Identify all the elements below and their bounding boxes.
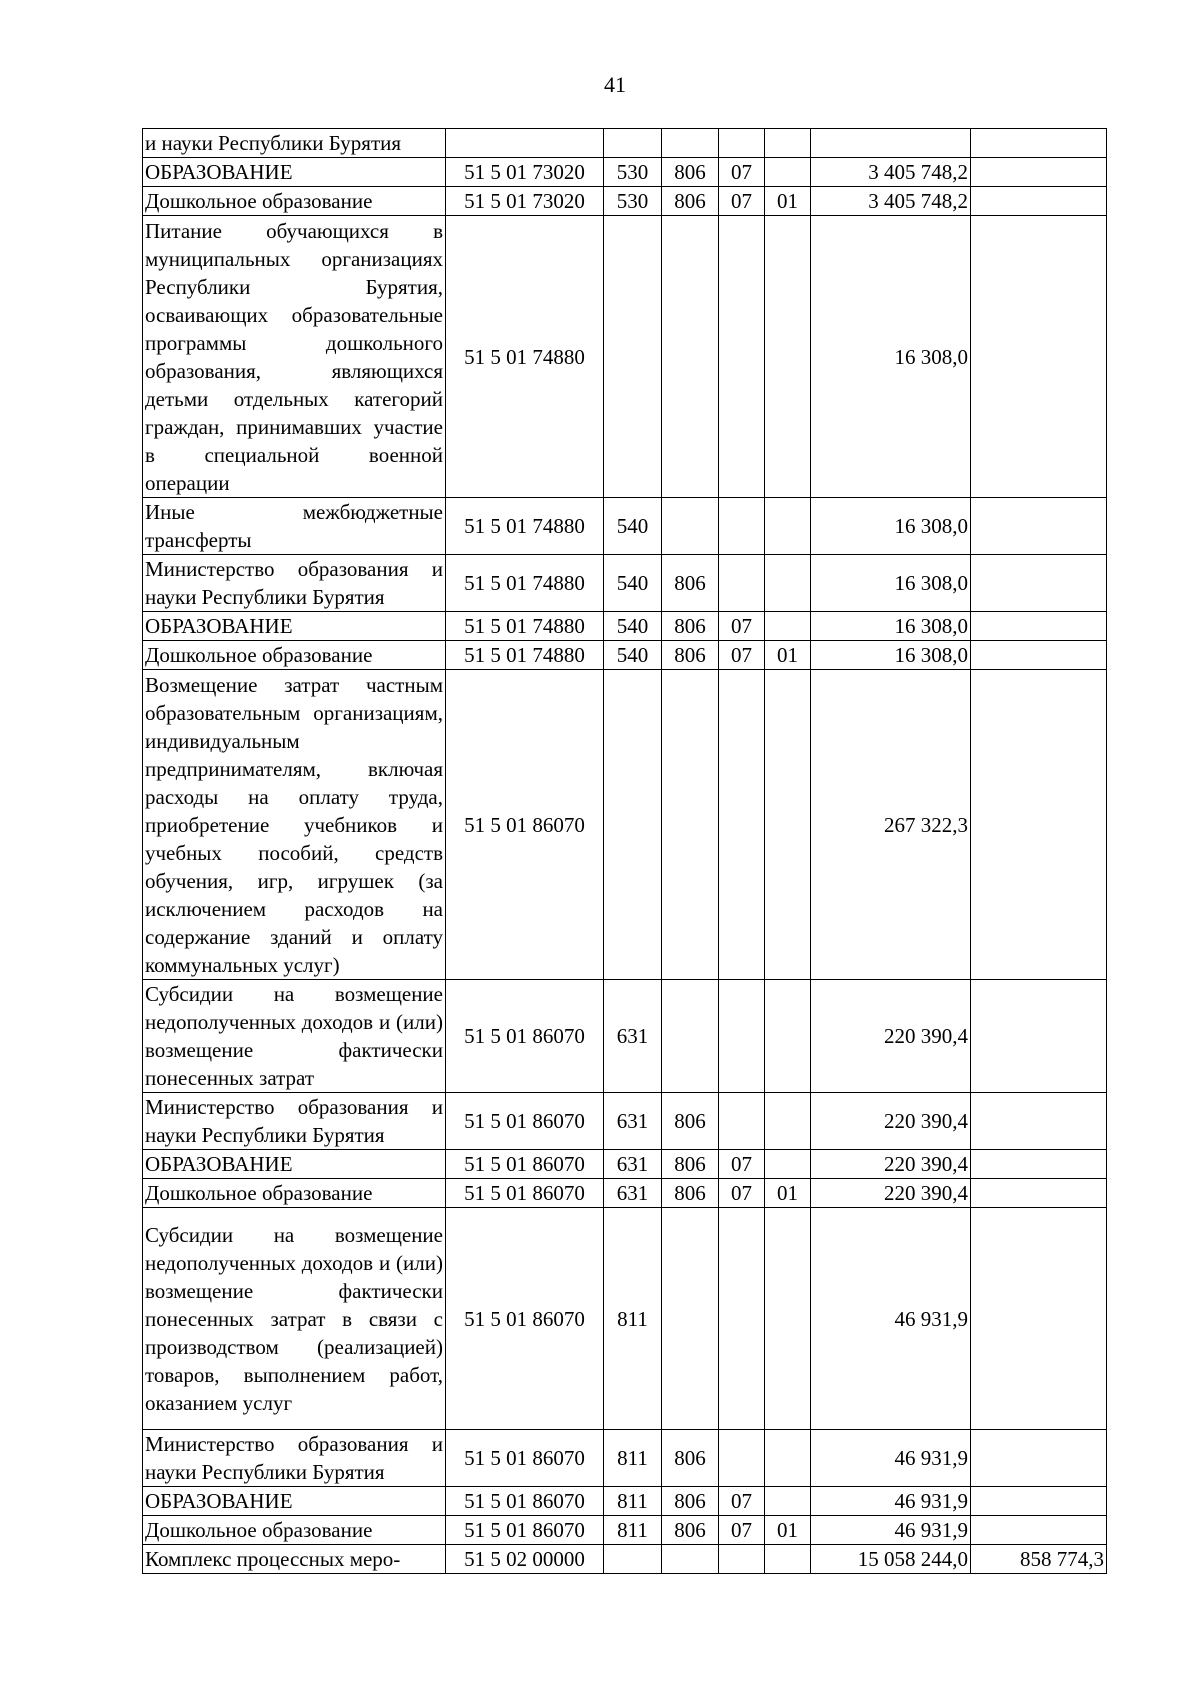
amount: 16 308,0 xyxy=(811,612,971,641)
ministry-code: 806 xyxy=(662,612,719,641)
section-code: 07 xyxy=(719,1516,765,1545)
subsection-code: 01 xyxy=(765,641,811,670)
section-code xyxy=(719,1545,765,1574)
amount-extra xyxy=(971,1093,1107,1150)
amount-extra xyxy=(971,1179,1107,1208)
amount: 16 308,0 xyxy=(811,555,971,612)
table-row xyxy=(143,612,1107,641)
ministry-code: 806 xyxy=(662,1093,719,1150)
target-code: 51 5 01 86070 xyxy=(446,670,604,980)
target-code: 51 5 01 86070 xyxy=(446,1516,604,1545)
amount: 46 931,9 xyxy=(811,1208,971,1430)
amount: 46 931,9 xyxy=(811,1516,971,1545)
amount-extra xyxy=(971,612,1107,641)
subsection-code xyxy=(765,1208,811,1430)
row-name: Питание обучающихся в муниципальных организациях Республики Бурятия, осваивающих образовательные программы дошкольного образования, являющихся детьми отдельных категорий граждан, принимавших участие в специальной военной операции xyxy=(143,216,446,498)
section-code xyxy=(719,216,765,498)
row-name: Субсидии на возмещение недополученных доходов и (или) возмещение фактически понесенных затрат в связи с производством (реализацией) товаров, выполнением работ, оказанием услуг xyxy=(143,1208,446,1430)
target-code: 51 5 01 74880 xyxy=(446,555,604,612)
expense-type: 540 xyxy=(604,555,662,612)
expense-type: 530 xyxy=(604,187,662,216)
section-code: 07 xyxy=(719,612,765,641)
target-code: 51 5 01 86070 xyxy=(446,1150,604,1179)
table-row xyxy=(143,1093,1107,1150)
target-code: 51 5 02 00000 xyxy=(446,1545,604,1574)
ministry-code xyxy=(662,498,719,555)
ministry-code: 806 xyxy=(662,1179,719,1208)
amount xyxy=(811,129,971,158)
target-code: 51 5 01 86070 xyxy=(446,1208,604,1430)
ministry-code xyxy=(662,1545,719,1574)
amount-extra xyxy=(971,498,1107,555)
row-name: Дошкольное образование xyxy=(143,641,446,670)
subsection-code xyxy=(765,1545,811,1574)
expense-type xyxy=(604,1545,662,1574)
amount-extra xyxy=(971,158,1107,187)
ministry-code xyxy=(662,216,719,498)
expense-type: 631 xyxy=(604,1179,662,1208)
expense-type: 540 xyxy=(604,641,662,670)
amount: 16 308,0 xyxy=(811,641,971,670)
ministry-code: 806 xyxy=(662,187,719,216)
amount-extra xyxy=(971,1150,1107,1179)
subsection-code xyxy=(765,1093,811,1150)
table-row xyxy=(143,1430,1107,1487)
section-code: 07 xyxy=(719,187,765,216)
subsection-code xyxy=(765,1430,811,1487)
expense-type xyxy=(604,670,662,980)
table-row xyxy=(143,1545,1107,1574)
section-code xyxy=(719,555,765,612)
target-code: 51 5 01 86070 xyxy=(446,1093,604,1150)
section-code xyxy=(719,1430,765,1487)
expense-type: 631 xyxy=(604,1150,662,1179)
amount-extra xyxy=(971,187,1107,216)
table-row xyxy=(143,187,1107,216)
target-code: 51 5 01 73020 xyxy=(446,187,604,216)
target-code: 51 5 01 74880 xyxy=(446,641,604,670)
target-code: 51 5 01 86070 xyxy=(446,1487,604,1516)
expense-type xyxy=(604,129,662,158)
expense-type: 811 xyxy=(604,1430,662,1487)
ministry-code xyxy=(662,129,719,158)
amount: 220 390,4 xyxy=(811,1179,971,1208)
row-name: Дошкольное образование xyxy=(143,187,446,216)
section-code: 07 xyxy=(719,641,765,670)
table-row xyxy=(143,641,1107,670)
expense-type: 530 xyxy=(604,158,662,187)
subsection-code xyxy=(765,498,811,555)
expense-type: 540 xyxy=(604,612,662,641)
ministry-code: 806 xyxy=(662,555,719,612)
subsection-code: 01 xyxy=(765,187,811,216)
amount-extra xyxy=(971,1430,1107,1487)
subsection-code: 01 xyxy=(765,1516,811,1545)
table-row xyxy=(143,1516,1107,1545)
expense-type: 631 xyxy=(604,1093,662,1150)
subsection-code xyxy=(765,1150,811,1179)
row-name: ОБРАЗОВАНИЕ xyxy=(143,158,446,187)
ministry-code: 806 xyxy=(662,158,719,187)
target-code: 51 5 01 86070 xyxy=(446,980,604,1093)
table-row xyxy=(143,670,1107,980)
amount: 220 390,4 xyxy=(811,1150,971,1179)
amount-extra: 858 774,3 xyxy=(971,1545,1107,1574)
row-name: Иные межбюджетные трансферты xyxy=(143,498,446,555)
amount: 3 405 748,2 xyxy=(811,187,971,216)
section-code xyxy=(719,129,765,158)
target-code: 51 5 01 74880 xyxy=(446,612,604,641)
target-code: 51 5 01 74880 xyxy=(446,216,604,498)
row-name: Дошкольное образование xyxy=(143,1179,446,1208)
table-row xyxy=(143,498,1107,555)
ministry-code xyxy=(662,980,719,1093)
ministry-code: 806 xyxy=(662,1487,719,1516)
subsection-code xyxy=(765,216,811,498)
row-name: Министерство образования и науки Республики Бурятия xyxy=(143,1430,446,1487)
subsection-code: 01 xyxy=(765,1179,811,1208)
expense-type: 811 xyxy=(604,1516,662,1545)
section-code xyxy=(719,670,765,980)
ministry-code: 806 xyxy=(662,1430,719,1487)
target-code: 51 5 01 86070 xyxy=(446,1430,604,1487)
table-row xyxy=(143,555,1107,612)
section-code: 07 xyxy=(719,1487,765,1516)
amount: 3 405 748,2 xyxy=(811,158,971,187)
section-code: 07 xyxy=(719,1179,765,1208)
expense-type: 540 xyxy=(604,498,662,555)
amount-extra xyxy=(971,980,1107,1093)
row-name: и науки Республики Бурятия xyxy=(143,129,446,158)
table-row xyxy=(143,129,1107,158)
amount: 220 390,4 xyxy=(811,980,971,1093)
ministry-code: 806 xyxy=(662,641,719,670)
row-name: ОБРАЗОВАНИЕ xyxy=(143,612,446,641)
expense-type: 811 xyxy=(604,1208,662,1430)
row-name: Дошкольное образование xyxy=(143,1516,446,1545)
section-code xyxy=(719,498,765,555)
target-code: 51 5 01 73020 xyxy=(446,158,604,187)
section-code xyxy=(719,1093,765,1150)
table-row xyxy=(143,158,1107,187)
page-number: 41 xyxy=(604,72,626,97)
amount-extra xyxy=(971,129,1107,158)
subsection-code xyxy=(765,555,811,612)
subsection-code xyxy=(765,158,811,187)
amount: 15 058 244,0 xyxy=(811,1545,971,1574)
amount-extra xyxy=(971,1208,1107,1430)
ministry-code: 806 xyxy=(662,1150,719,1179)
target-code: 51 5 01 86070 xyxy=(446,1179,604,1208)
subsection-code xyxy=(765,612,811,641)
row-name: ОБРАЗОВАНИЕ xyxy=(143,1150,446,1179)
row-name: Министерство образования и науки Республики Бурятия xyxy=(143,1093,446,1150)
section-code: 07 xyxy=(719,158,765,187)
amount-extra xyxy=(971,555,1107,612)
section-code: 07 xyxy=(719,1150,765,1179)
subsection-code xyxy=(765,980,811,1093)
table-row xyxy=(143,1487,1107,1516)
expense-type: 811 xyxy=(604,1487,662,1516)
table-row xyxy=(143,980,1107,1093)
row-name: Министерство образования и науки Республики Бурятия xyxy=(143,555,446,612)
expense-type: 631 xyxy=(604,980,662,1093)
table-row xyxy=(143,1208,1107,1430)
amount: 16 308,0 xyxy=(811,216,971,498)
budget-table xyxy=(142,128,1107,1574)
ministry-code xyxy=(662,670,719,980)
amount-extra xyxy=(971,216,1107,498)
target-code xyxy=(446,129,604,158)
amount: 220 390,4 xyxy=(811,1093,971,1150)
amount-extra xyxy=(971,1487,1107,1516)
ministry-code xyxy=(662,1208,719,1430)
subsection-code xyxy=(765,670,811,980)
subsection-code xyxy=(765,1487,811,1516)
table-row xyxy=(143,1150,1107,1179)
amount-extra xyxy=(971,1516,1107,1545)
table-row xyxy=(143,216,1107,498)
table-row xyxy=(143,1179,1107,1208)
amount: 16 308,0 xyxy=(811,498,971,555)
amount-extra xyxy=(971,670,1107,980)
row-name: ОБРАЗОВАНИЕ xyxy=(143,1487,446,1516)
amount: 46 931,9 xyxy=(811,1487,971,1516)
row-name: Субсидии на возмещение недополученных доходов и (или) возмещение фактически понесенных затрат xyxy=(143,980,446,1093)
ministry-code: 806 xyxy=(662,1516,719,1545)
subsection-code xyxy=(765,129,811,158)
section-code xyxy=(719,980,765,1093)
row-name: Комплекс процессных меро- xyxy=(143,1545,446,1574)
expense-type xyxy=(604,216,662,498)
amount-extra xyxy=(971,641,1107,670)
amount: 267 322,3 xyxy=(811,670,971,980)
target-code: 51 5 01 74880 xyxy=(446,498,604,555)
section-code xyxy=(719,1208,765,1430)
amount: 46 931,9 xyxy=(811,1430,971,1487)
row-name: Возмещение затрат частным образовательным организациям, индивидуальным предпринимателям, включая расходы на оплату труда, приобретение учебников и учебных пособий, средств обучения, игр, игрушек (за исключением расходов на содержание зданий и оплату коммунальных услуг) xyxy=(143,670,446,980)
